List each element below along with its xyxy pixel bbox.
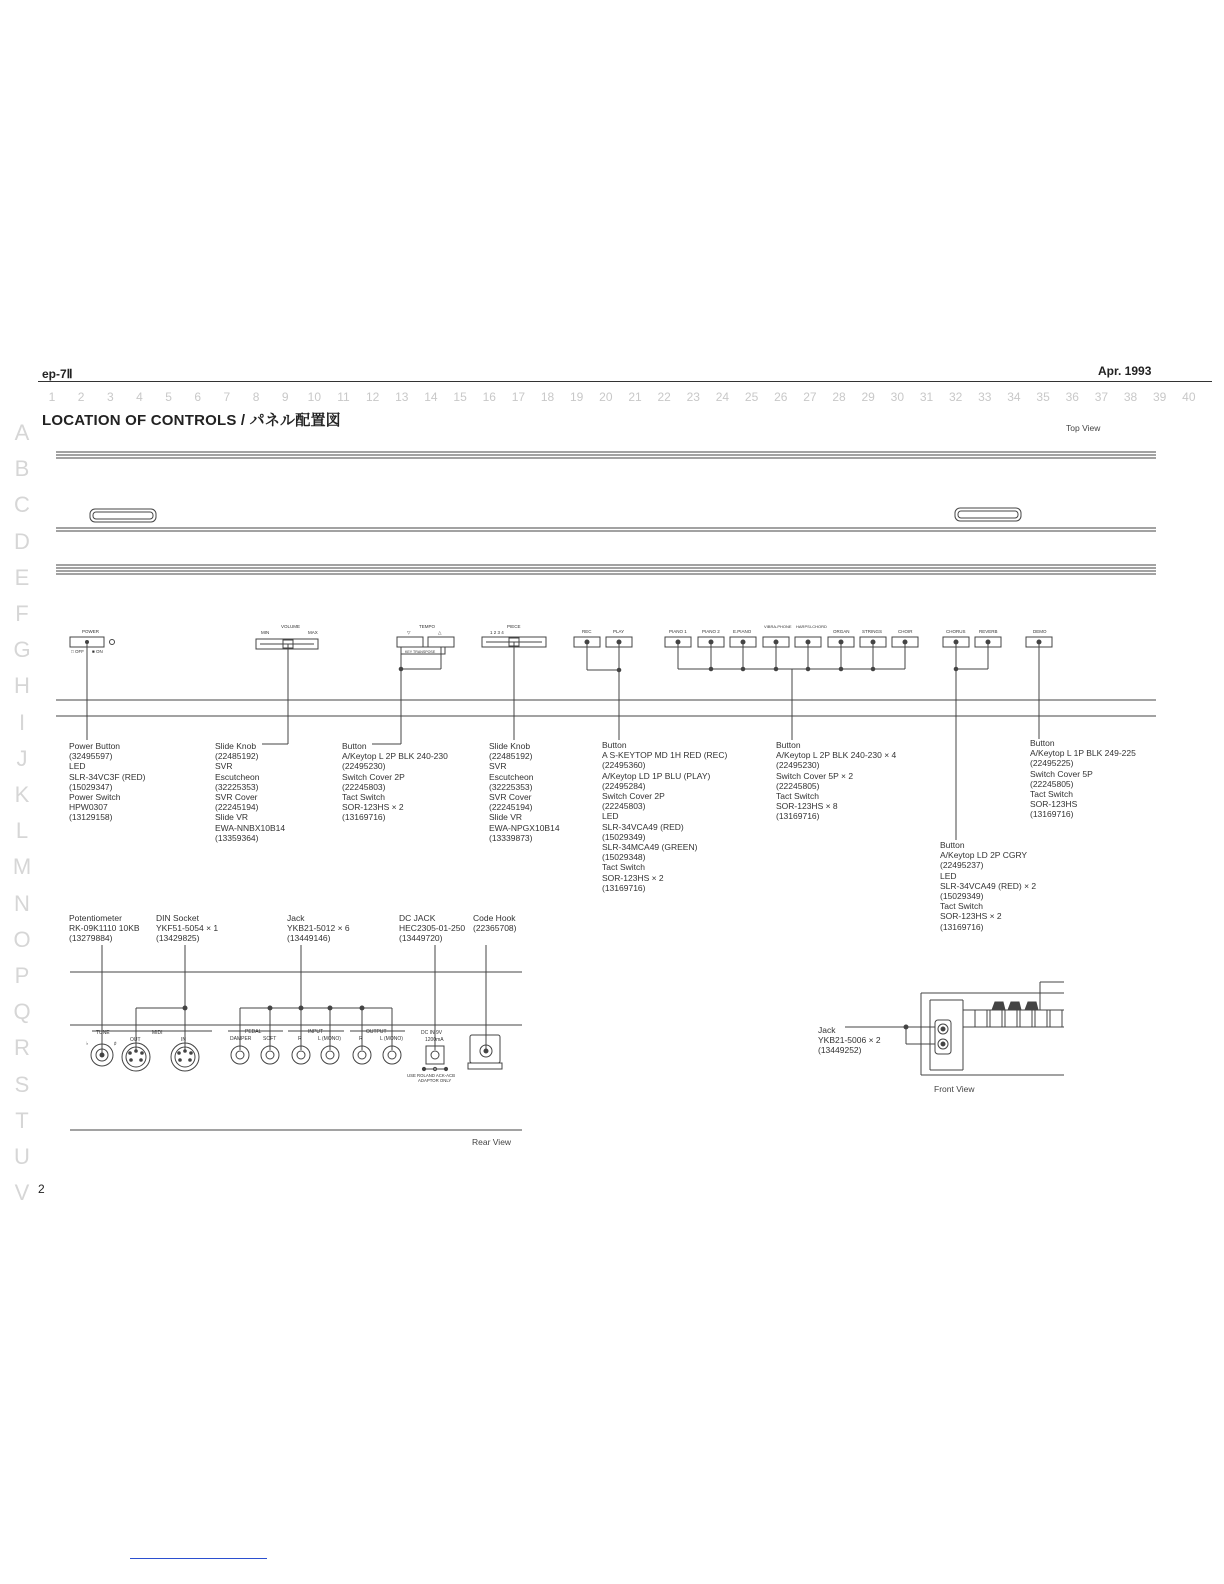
callout-line: LED	[69, 761, 86, 772]
column-number: 22	[657, 390, 671, 404]
row-letter: R	[14, 1035, 30, 1061]
callout-line: Button	[940, 840, 965, 850]
callout-line: SLR-34VC3F (RED)	[69, 771, 146, 782]
tune-label: TUNE	[96, 1030, 110, 1036]
column-number: 26	[774, 390, 788, 404]
column-number: 35	[1036, 390, 1050, 404]
row-letter: T	[15, 1107, 29, 1133]
callout-line: Button	[1030, 738, 1055, 748]
column-number: 25	[744, 390, 759, 404]
callout-line: SOR-123HS × 2	[940, 911, 1002, 922]
callout-line: (13449146)	[287, 933, 331, 944]
column-number: 17	[511, 390, 526, 404]
callout-line: SVR Cover	[489, 792, 532, 803]
row-letter: O	[13, 926, 31, 952]
rear-view-outline	[70, 972, 522, 1130]
callout-line: Slide Knob	[215, 741, 257, 751]
row-letter: G	[13, 637, 31, 663]
soft-label: SOFT	[263, 1036, 277, 1042]
callout-line: Slide VR	[489, 812, 523, 823]
callout-line: SOR-123HS × 8	[776, 801, 838, 812]
callout-demo	[1030, 738, 1136, 820]
column-number: 38	[1123, 390, 1138, 404]
row-letter: N	[14, 890, 30, 916]
vibraphone-label: VIBRA-PHONE	[764, 624, 792, 629]
callout-line: (22245194)	[215, 802, 259, 813]
callout-line: Button	[776, 740, 801, 750]
rear-jacks	[231, 1046, 401, 1064]
output-label: OUTPUT	[366, 1029, 387, 1035]
column-number: 16	[482, 390, 496, 404]
output-r-label: R	[359, 1036, 363, 1042]
callout-line: LED	[940, 870, 957, 881]
callout-line: SVR	[215, 761, 233, 772]
callout-line: Escutcheon	[215, 771, 260, 782]
row-letter: V	[14, 1180, 30, 1206]
top-view-outline	[56, 452, 1156, 716]
callout-line: (22495360)	[602, 760, 646, 771]
top-view-caption: Top View	[1066, 423, 1101, 433]
callout-line: Tact Switch	[940, 901, 983, 912]
callout-line: SOR-123HS × 2	[602, 872, 664, 883]
callout-line: (15029348)	[602, 852, 646, 863]
column-number: 7	[223, 390, 231, 404]
callout-line: (22365708)	[473, 923, 517, 934]
dc-in-label: DC IN 9V	[421, 1030, 443, 1036]
callout-line: (22495230)	[776, 760, 820, 771]
column-number: 11	[337, 390, 350, 404]
tempo-up-button	[428, 637, 454, 647]
column-number: 33	[978, 390, 992, 404]
callout-line: Jack	[287, 913, 305, 923]
callout-line: (15029349)	[940, 891, 984, 902]
row-letter: D	[14, 528, 30, 554]
column-number: 1	[48, 390, 56, 404]
callout-line: (13429825)	[156, 933, 200, 944]
callout-jack	[287, 913, 350, 944]
row-letter: E	[14, 564, 30, 590]
adaptor-note-2: ADAPTOR ONLY	[418, 1078, 452, 1083]
callout-line: (13359364)	[215, 832, 259, 843]
callout-line: (13169716)	[1030, 809, 1074, 820]
page-title: LOCATION OF CONTROLS / パネル配置図	[42, 412, 341, 429]
callout-line: A/Keytop L 2P BLK 240-230	[342, 751, 448, 762]
callout-front-jack	[818, 1025, 881, 1056]
row-letter: M	[12, 854, 32, 880]
callout-tempo	[342, 741, 448, 823]
callout-line: Switch Cover 2P	[602, 791, 665, 802]
callout-line: Switch Cover 5P	[1030, 768, 1093, 779]
callout-line: DIN Socket	[156, 913, 199, 923]
callout-line: Tact Switch	[1030, 789, 1073, 800]
column-number: 37	[1094, 390, 1109, 404]
callout-chorus-reverb	[940, 840, 1036, 932]
column-number: 4	[136, 390, 143, 404]
column-number: 23	[686, 390, 700, 404]
document-date: Apr. 1993	[1098, 364, 1152, 378]
column-number: 20	[599, 390, 613, 404]
callout-line: Code Hook	[473, 913, 516, 923]
reverb-label: REVERB	[979, 629, 998, 634]
column-number: 30	[890, 390, 905, 404]
callout-line: Power Button	[69, 741, 121, 751]
callout-line: HEC2305-01-250	[399, 923, 466, 934]
row-letter: J	[16, 745, 28, 771]
column-number: 36	[1065, 390, 1079, 404]
tune-plus-label: ♯	[114, 1041, 117, 1047]
callout-line: (22245194)	[489, 802, 533, 813]
callout-line: Jack	[818, 1025, 836, 1035]
input-label: INPUT	[308, 1029, 323, 1035]
callout-line: (32225353)	[489, 781, 533, 792]
row-letter: K	[14, 782, 30, 807]
callout-line: (13169716)	[940, 921, 984, 932]
callout-line: HPW0307	[69, 802, 108, 813]
callout-line: A/Keytop LD 2P CGRY	[940, 850, 1028, 861]
column-number: 32	[948, 390, 963, 404]
callout-line: (22245805)	[1030, 778, 1074, 789]
rear-view-caption: Rear View	[472, 1137, 512, 1147]
callout-code-hook	[473, 913, 516, 933]
tempo-up-label: △	[438, 630, 442, 635]
callout-line: SVR Cover	[215, 792, 258, 803]
callout-line: (22245803)	[342, 781, 386, 792]
key-transpose-label: KEY TRANSPOSE	[405, 650, 436, 654]
organ-label: ORGAN	[833, 629, 850, 634]
callout-line: (32495597)	[69, 751, 113, 762]
callout-line: (13169716)	[602, 882, 646, 893]
tune-minus-label: ♭	[86, 1041, 89, 1047]
callout-rec-play	[602, 740, 727, 893]
callout-line: Potentiometer	[69, 913, 122, 923]
epiano-label: E.PIANO	[733, 629, 752, 634]
callout-line: (22245805)	[776, 780, 820, 791]
demo-label: DEMO	[1033, 629, 1047, 634]
column-number: 12	[365, 390, 380, 404]
callout-line: Power Switch	[69, 792, 121, 803]
callout-line: Slide Knob	[489, 741, 531, 751]
page-number: 2	[38, 1182, 45, 1196]
pedal-label: PEDAL	[245, 1029, 262, 1035]
column-number: 39	[1153, 390, 1167, 404]
column-number: 27	[803, 390, 817, 404]
column-number: 19	[570, 390, 584, 404]
piano1-label: PIANO 1	[669, 629, 687, 634]
panel-silkscreen	[71, 624, 1047, 654]
tone-buttons	[665, 637, 918, 740]
callout-line: Switch Cover 2P	[342, 771, 405, 782]
callout-line: Switch Cover 5P × 2	[776, 770, 854, 781]
callout-line: (13169716)	[342, 812, 386, 823]
callout-line: (13339873)	[489, 832, 533, 843]
callout-line: (22495230)	[342, 761, 386, 772]
piano2-label: PIANO 2	[702, 629, 720, 634]
input-r-label: R	[298, 1036, 302, 1042]
volume-label: VOLUME	[281, 624, 301, 629]
callout-line: (22495284)	[602, 780, 646, 791]
callout-line: YKB21-5012 × 6	[287, 923, 350, 934]
callout-line: (22245803)	[602, 801, 646, 812]
harpsichord-label: HARPSI-CHORD	[796, 624, 827, 629]
column-number: 34	[1007, 390, 1021, 404]
callout-din-socket	[156, 913, 218, 944]
strings-label: STRINGS	[862, 629, 883, 634]
callout-power	[69, 741, 146, 823]
callout-line: (13279884)	[69, 933, 113, 944]
column-number: 40	[1182, 390, 1196, 404]
damper-label: DAMPER	[230, 1036, 252, 1042]
callout-volume	[215, 741, 285, 843]
column-number: 3	[106, 390, 114, 404]
callout-line: (22485192)	[215, 751, 259, 762]
callout-potentiometer	[69, 913, 140, 944]
callout-line: Slide VR	[215, 812, 249, 823]
callout-line: SLR-34VCA49 (RED)	[602, 821, 684, 832]
callout-line: Tact Switch	[342, 792, 385, 803]
front-view-caption: Front View	[934, 1084, 975, 1094]
callout-line: SOR-123HS	[1030, 799, 1078, 810]
callout-line: Button	[342, 741, 367, 751]
volume-min-label: MIN	[261, 630, 270, 635]
callout-line: SOR-123HS × 2	[342, 802, 404, 813]
row-letter: S	[14, 1071, 30, 1097]
power-label: POWER	[82, 629, 100, 634]
column-number: 10	[307, 390, 322, 404]
column-number: 14	[424, 390, 438, 404]
midi-in-label: IN	[181, 1037, 186, 1043]
power-on-label: ■ ON	[92, 649, 103, 654]
callout-line: (22495237)	[940, 860, 984, 871]
left-handle	[90, 509, 156, 522]
column-number: 31	[919, 390, 934, 404]
row-letter: B	[14, 456, 30, 482]
row-letter: U	[14, 1144, 30, 1169]
callout-line: (13449720)	[399, 933, 443, 944]
model-name: ep-7Ⅱ	[42, 367, 73, 381]
tempo-down-button	[397, 637, 423, 647]
callout-line: Tact Switch	[602, 862, 645, 873]
callout-line: DC JACK	[399, 913, 436, 923]
callout-line: Button	[602, 740, 627, 750]
callout-line: LED	[602, 811, 619, 822]
callout-line: (13449252)	[818, 1045, 862, 1056]
callout-line: A/Keytop L 2P BLK 240-230 × 4	[776, 750, 897, 761]
column-number: 24	[715, 390, 730, 404]
column-number: 15	[453, 390, 467, 404]
callout-line: A S-KEYTOP MD 1H RED (REC)	[602, 750, 728, 761]
tempo-down-label: ▽	[407, 630, 411, 635]
callout-line: A/Keytop LD 1P BLU (PLAY)	[602, 770, 711, 781]
callout-line: EWA-NNBX10B14	[215, 822, 286, 833]
callout-line: SLR-34VCA49 (RED) × 2	[940, 880, 1037, 891]
power-led	[110, 640, 115, 645]
rec-label: REC	[582, 629, 592, 634]
right-handle	[955, 508, 1021, 521]
column-number: 28	[832, 390, 846, 404]
power-off-label: □ OFF	[71, 649, 84, 654]
midi-label: MIDI	[152, 1030, 163, 1036]
row-letter: H	[14, 673, 30, 699]
column-number: 8	[252, 390, 260, 404]
callout-line: (15029349)	[602, 831, 646, 842]
callout-line: YKB21-5006 × 2	[818, 1035, 881, 1046]
callout-line: SVR	[489, 761, 507, 772]
callout-line: YKF51-5054 × 1	[156, 923, 219, 934]
input-l-label: L (MONO)	[318, 1036, 341, 1042]
callout-line: RK-09K1110 10KB	[69, 923, 140, 934]
row-letter: I	[18, 709, 26, 735]
output-l-label: L (MONO)	[380, 1036, 403, 1042]
play-label: PLAY	[613, 629, 625, 634]
chorus-label: CHORUS	[946, 629, 966, 634]
callout-tones	[776, 740, 896, 822]
column-number: 2	[77, 390, 85, 404]
column-number: 5	[165, 390, 172, 404]
column-number: 6	[194, 390, 202, 404]
callout-line: (22495225)	[1030, 758, 1074, 769]
row-letter: A	[14, 420, 30, 445]
callout-piece	[489, 741, 560, 843]
column-number: 29	[861, 390, 875, 404]
callout-line: A/Keytop L 1P BLK 249-225	[1030, 748, 1136, 759]
callout-line: (22485192)	[489, 751, 533, 762]
row-letter: P	[14, 963, 30, 988]
piece-ticks: 1 2 3 4	[490, 630, 504, 635]
column-number: 18	[540, 390, 555, 404]
row-letter: F	[15, 601, 29, 626]
row-letter: L	[15, 818, 29, 844]
callout-line: (13169716)	[776, 811, 820, 822]
column-number: 9	[281, 390, 289, 404]
row-letter: C	[14, 492, 30, 518]
code-hook	[468, 1035, 502, 1069]
choir-label: CHOIR	[898, 629, 913, 634]
midi-out-label: OUT	[130, 1037, 141, 1043]
callout-dc-jack	[399, 913, 465, 944]
rear-silkscreen	[86, 1029, 455, 1083]
callout-line: SLR-34MCA49 (GREEN)	[602, 842, 698, 853]
dc-ma-label: 1200mA	[425, 1037, 444, 1043]
row-letter: Q	[13, 999, 31, 1025]
link-underline	[130, 1558, 267, 1559]
volume-max-label: MAX	[308, 630, 318, 635]
callout-line: (15029347)	[69, 781, 113, 792]
callout-line: EWA-NPGX10B14	[489, 822, 560, 833]
callout-line: (13129158)	[69, 812, 113, 823]
column-number: 13	[395, 390, 409, 404]
column-number: 21	[628, 390, 642, 404]
callout-line: (32225353)	[215, 781, 259, 792]
adaptor-note-1: USE ROLAND ACK-ACB	[407, 1073, 455, 1078]
callout-line: Tact Switch	[776, 791, 819, 802]
tempo-label: TEMPO	[419, 624, 436, 629]
piece-label: PIECE	[507, 624, 521, 629]
callout-line: Escutcheon	[489, 771, 534, 782]
